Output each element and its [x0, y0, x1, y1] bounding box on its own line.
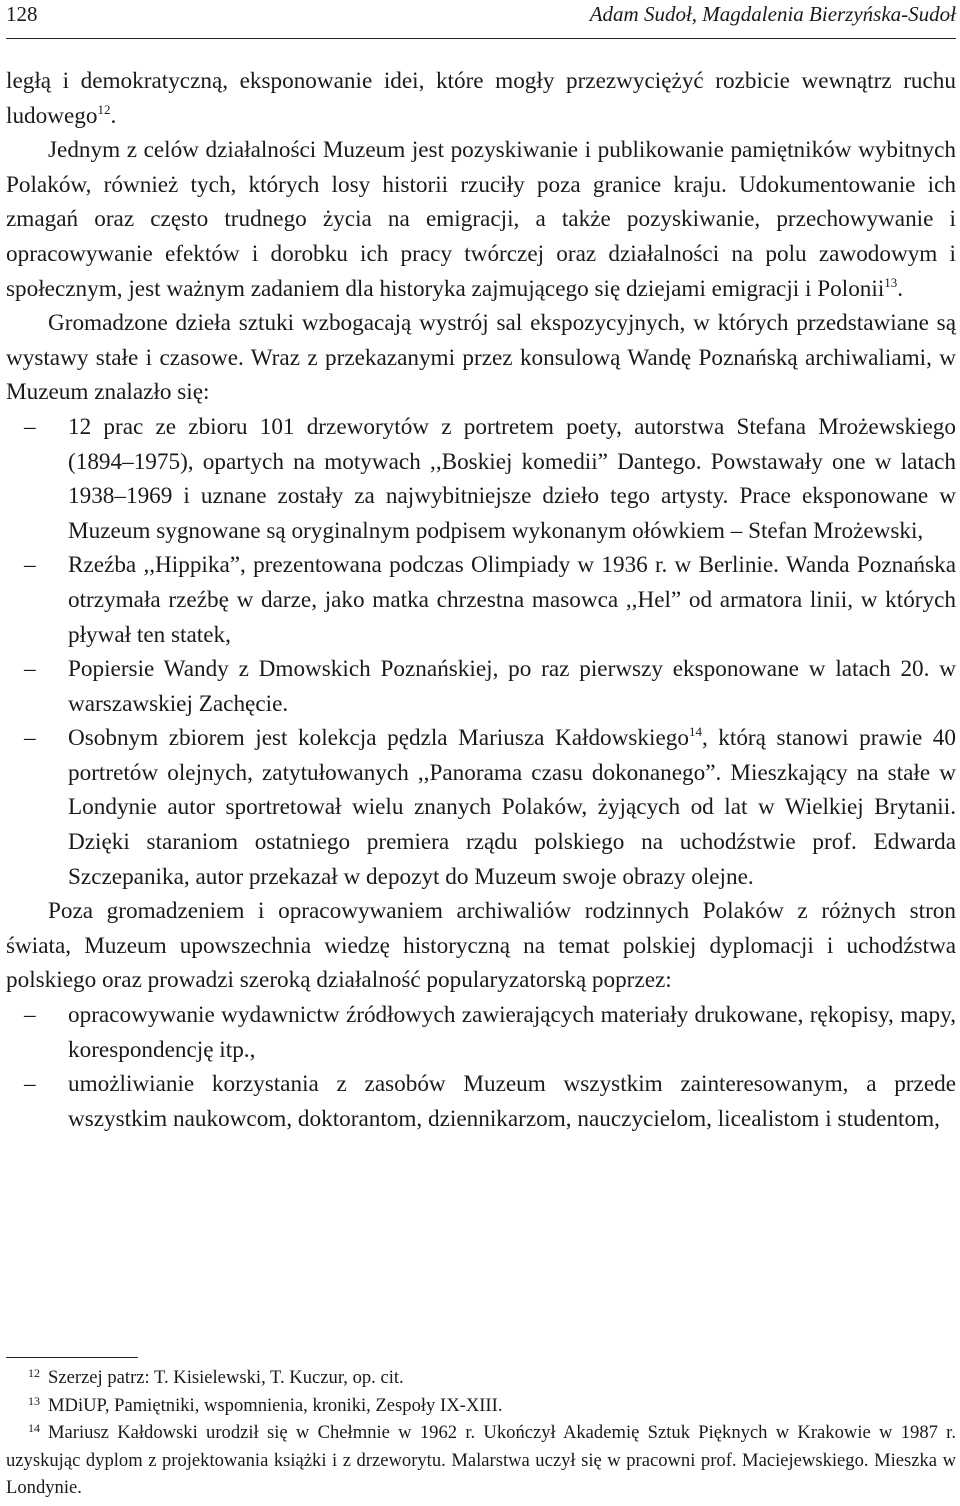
paragraph-text: . — [110, 102, 117, 129]
paragraph-text: . — [897, 275, 904, 302]
paragraph-text: ległą i demokratyczną, eksponowanie idei, które mogły przezwyciężyć rozbicie wewnątrz ruchu ludowego — [6, 68, 956, 129]
main-text — [6, 64, 956, 1136]
list-item-text: , którą stanowi prawie 40 portretów olejnych, zatytułowanych ,,Panorama czasu dokonanego”. Mieszkający na stałe w Londynie autor sportretował wielu znanych Polaków, żyjących od lat w Wielkiej Brytanii. Dzięki staraniom ostatniego premiera rządu polskiego na uchodźstwie prof. Edwarda Szczepanika, autor przekazał w depozyt do Muzeum swoje obrazy olejne. — [68, 725, 956, 890]
paragraph: Poza gromadzeniem i opracowywaniem archiwaliów rodzinnych Polaków z różnych stron świata, Muzeum upowszechnia wiedzę historyczną na temat polskiej dyplomacji i uchodźstwa polskiego oraz prowadzi szeroką działalność popularyzatorską poprzez: — [6, 898, 956, 994]
footnote-ref[interactable]: 12 — [97, 101, 111, 117]
footnote-number-text: 14 — [28, 1421, 40, 1435]
dash-bullet: – — [24, 656, 36, 683]
list-item-text: umożliwianie korzystania z zasobów Muzeum wszystkim zainteresowanym, a przede wszystkim naukowcom, doktorantom, dziennikarzom, nauczycielom, licealistom i studentom, — [68, 1071, 956, 1132]
page-header — [6, 0, 956, 39]
footnote-ref[interactable]: 14 — [688, 724, 702, 740]
page-number: 128 — [6, 2, 38, 26]
list-item-text: Rzeźba ,,Hippika”, prezentowana podczas Olimpiady w 1936 r. w Berlinie. Wanda Poznańska otrzymała rzeźbę w darze, jako matka chrzestna masowca ,,Hel” od armatora linii, w których pływał ten statek, — [68, 552, 956, 648]
footnote-number — [6, 1392, 48, 1420]
footnote-text: MDiUP, Pamiętniki, wspomnienia, kroniki, Zespoły IX-XIII. — [48, 1394, 503, 1416]
running-head: Adam Sudoł, Magdalenia Bierzyńska-Sudoł — [589, 2, 956, 26]
list-item-text: Popiersie Wandy z Dmowskich Poznańskiej, po raz pierwszy eksponowane w latach 20. w warszawskiej Zachęcie. — [68, 656, 956, 717]
list-item — [6, 652, 956, 721]
list-item-text: 12 prac ze zbioru 101 drzeworytów z portretem poety, autorstwa Stefana Mrożewskiego (1894–1975), opartych na motywach ,,Boskiej komedii” Dantego. Powstawały one w latach 1938–1969 i uznane zostały za najwybitniejsze dzieło tego artysty. Prace eksponowane w Muzeum sygnowane są oryginalnym podpisem wykonanym ołówkiem – Stefan Mrożewski, — [68, 413, 956, 544]
footnote-divider — [6, 1357, 138, 1358]
list-item — [6, 998, 956, 1067]
footnotes — [6, 1364, 956, 1502]
collection-list — [6, 410, 956, 894]
footnote-ref[interactable]: 13 — [884, 274, 898, 290]
footnote-number-text: 13 — [28, 1393, 40, 1408]
dash-bullet: – — [24, 1002, 36, 1029]
activity-list — [6, 998, 956, 1136]
footnote-number — [6, 1364, 48, 1392]
list-item — [6, 410, 956, 548]
footnote — [6, 1419, 956, 1502]
dash-bullet: – — [24, 552, 36, 579]
footnote-number-text: 12 — [28, 1366, 40, 1380]
list-item — [6, 721, 956, 894]
dash-bullet: – — [24, 413, 36, 440]
footnote-number — [6, 1419, 48, 1447]
list-item — [6, 548, 956, 652]
footnote-text: Mariusz Kałdowski urodził się w Chełmnie w 1962 r. Ukończył Akademię Sztuk Pięknych w Krakowie w 1987 r. uzyskując dyplom z projektowania książki i z drzeworytu. Malarstwa uczył się w pracowni prof. Maciejewskiego. Mieszka w Londynie. — [6, 1422, 956, 1498]
list-item-text: opracowywanie wydawnictw źródłowych zawierających materiały drukowane, rękopisy, mapy, korespondencję itp., — [68, 1002, 956, 1063]
paragraph — [6, 64, 956, 133]
footnote — [6, 1392, 956, 1420]
paragraph-text: Jednym z celów działalności Muzeum jest pozyskiwanie i publikowanie pamiętników wybitnych Polaków, również tych, których losy historii rzuciły poza granice kraju. Udokumentowanie ich zmagań oraz często trudnego życia na emigracji, a także pozyskiwanie, przechowywanie i opracowywanie efektów i dorobku ich pracy twórczej oraz działalności na polu zawodowym i społecznym, jest ważnym zadaniem dla historyka zajmującego się dziejami emigracji i Polonii — [6, 137, 956, 302]
paragraph: Gromadzone dzieła sztuki wzbogacają wystrój sal ekspozycyjnych, w których przedstawiane są wystawy stałe i czasowe. Wraz z przekazanymi przez konsulową Wandę Poznańską archiwaliami, w Muzeum znalazło się: — [6, 310, 956, 406]
list-item — [6, 1067, 956, 1136]
list-item-text: Osobnym zbiorem jest kolekcja pędzla Mariusza Kałdowskiego — [68, 725, 689, 752]
footnote-text: Szerzej patrz: T. Kisielewski, T. Kuczur, op. cit. — [48, 1367, 404, 1388]
dash-bullet: – — [24, 1071, 36, 1098]
footnote — [6, 1364, 956, 1392]
dash-bullet: – — [24, 725, 36, 752]
paragraph — [6, 133, 956, 306]
